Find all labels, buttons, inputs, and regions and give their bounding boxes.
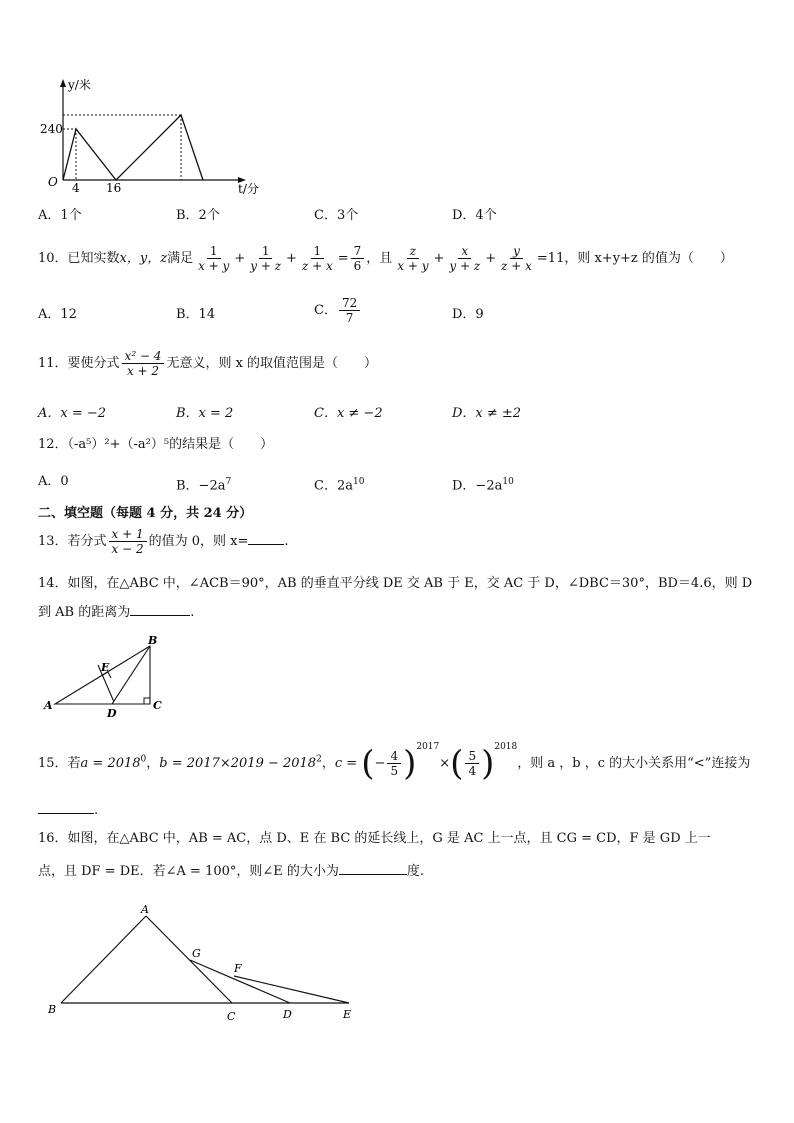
question-16-line2: 点，且 DF = DE．若∠A = 100°，则∠E 的大小为 度.: [38, 864, 425, 879]
point-d-label: D: [107, 707, 117, 720]
point-a-label: A: [141, 903, 149, 916]
point-f-label: F: [234, 962, 242, 975]
tick-4: 4: [72, 181, 80, 195]
section-heading-fill-in: 二、填空题（每题 4 分，共 24 分）: [38, 506, 253, 521]
question-10: 10．已知实数x，y，z满足 $\frac{1}{x + y}$ + $\frac{1}{y + z}$ + $\frac{1}{z + x}$ = $\frac{7}{6}$ ，且 $\frac{z}{x + y}$ + $\frac{x}{y + z}$ + $\frac{y}{z + x}$ =11，则 x+y+z 的值为（ ）: [38, 244, 733, 273]
point-c-label: C: [227, 1010, 236, 1023]
question-12: 12．（-a⁵）²+（-a²）⁵的结果是（ ）: [38, 437, 274, 452]
q11-option-d: D．x ≠ ±2: [452, 406, 522, 421]
point-a-label: A: [44, 699, 53, 712]
q11-option-a: A．x = −2: [38, 406, 107, 421]
figure-14-triangle: [40, 634, 180, 722]
answer-blank: [339, 862, 407, 875]
point-c-label: C: [153, 699, 162, 712]
question-15: 15．若$a = 2018^0$，$b = 2017\times 2019 - 2018^2$，c = (− $\frac{4}{5}$ )$^{2017}$×( $\frac{5}{4}$ )$^{2018}$，则 a ，b ，c 的大小关系用“<”连接为: [38, 742, 751, 784]
answer-blank: [248, 532, 284, 545]
q11-option-c: C．x ≠ −2: [314, 406, 383, 421]
question-13: 13．若分式 $\frac{x + 1}{x - 2}$ 的值为 0，则 x= .: [38, 527, 289, 556]
point-b-label: B: [148, 634, 158, 647]
origin-label: O: [48, 175, 58, 189]
answer-blank: [130, 603, 190, 616]
question-14-line2: 到 AB 的距离为 .: [38, 605, 195, 620]
point-e-label: E: [101, 661, 110, 674]
point-d-label: D: [283, 1008, 292, 1021]
q10-option-b: B．14: [176, 307, 216, 322]
x-axis-label: t/分: [238, 182, 259, 196]
point-g-label: G: [192, 947, 201, 960]
q9-option-d: D．4个: [452, 208, 497, 223]
distance-time-graph: [40, 76, 270, 200]
q12-option-c: C．$2a^{10}$: [314, 477, 365, 494]
q11-option-b: B．x = 2: [176, 406, 234, 421]
q9-option-a: A．1个: [38, 208, 82, 223]
answer-blank: [38, 801, 94, 814]
point-b-label: B: [48, 1003, 57, 1016]
y-axis-label: y/米: [68, 78, 91, 92]
q12-option-b: B．$-2a^7$: [176, 477, 232, 494]
figure-16-triangle: [44, 900, 364, 1028]
tick-16: 16: [106, 181, 122, 195]
tick-240: 240: [40, 122, 63, 136]
q10-option-d: D．9: [452, 307, 484, 322]
q12-option-a: A．0: [38, 474, 69, 489]
q10-option-a: A．12: [38, 307, 77, 322]
q9-option-b: B．2个: [176, 208, 220, 223]
q9-option-c: C．3个: [314, 208, 359, 223]
q10-option-c: C． $\frac{72}{7}$: [314, 296, 362, 325]
question-14-line1: 14．如图，在△ABC 中，∠ACB＝90°，AB 的垂直平分线 DE 交 AB 于 E，交 AC 于 D，∠DBC＝30°，BD＝4.6，则 D: [38, 576, 753, 591]
question-16-line1: 16．如图，在△ABC 中，AB = AC，点 D、E 在 BC 的延长线上，G 是 AC 上一点，且 CG = CD，F 是 GD 上一: [38, 831, 711, 846]
question-11: 11．要使分式 $\frac{\text{x² − 4}}{x + 2}$ 无意义，则 x 的取值范围是（ ）: [38, 349, 378, 378]
q12-option-d: D．$-2a^{10}$: [452, 477, 514, 494]
question-15-answer-line: .: [38, 801, 98, 820]
point-e-label: E: [343, 1008, 352, 1021]
